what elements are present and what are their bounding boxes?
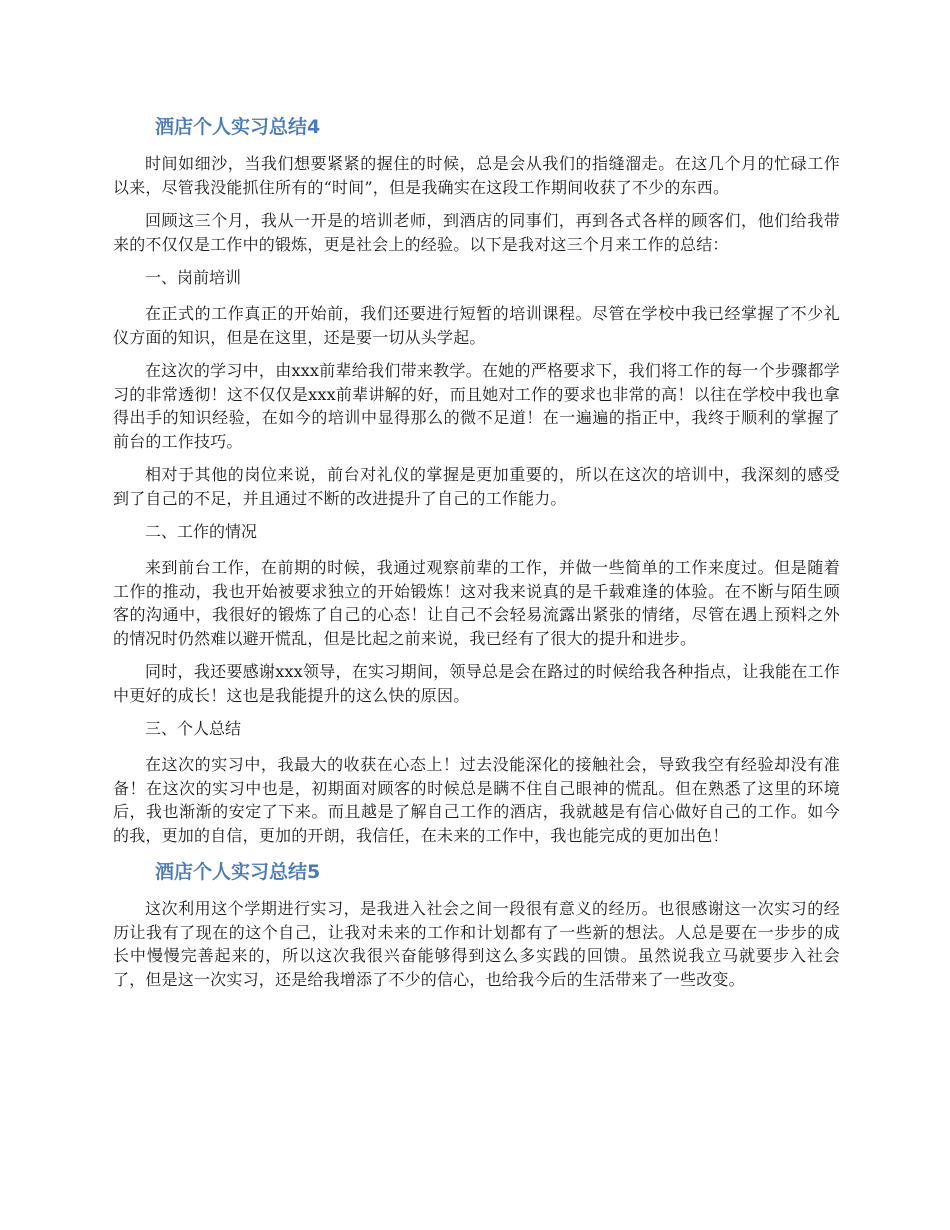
subsection-title: 二、工作的情况 [145, 522, 258, 541]
paragraph: 时间如细沙，当我们想要紧紧的握住的时候，总是会从我们的指缝溜走。在这几个月的忙碌工作以来，尽管我没能抓住所有的“时间”，但是我确实在这段工作期间收获了不少的东西。 [113, 154, 840, 197]
subsection-title: 三、个人总结 [145, 719, 242, 738]
paragraph: 在这次的学习中，由xxx前辈给我们带来教学。在她的严格要求下，我们将工作的每一个步骤都学习的非常透彻！这不仅仅是xxx前辈讲解的好，而且她对工作的要求也非常的高！以往在学校中我也拿得出手的知识经验，在如今的培训中显得那么的微不足道！在一遍遍的指正中，我终于顺利的掌握了前台的工作技巧。 [113, 361, 840, 451]
paragraph: 回顾这三个月，我从一开是的培训老师，到酒店的同事们，再到各式各样的顾客们，他们给我带来的不仅仅是工作中的锻炼，更是社会上的经验。以下是我对这三个月来工作的总结： [113, 211, 840, 254]
section-heading-summary-5: 酒店个人实习总结5 [155, 861, 321, 883]
subsection-title: 一、岗前培训 [145, 268, 242, 287]
paragraph: 来到前台工作，在前期的时候，我通过观察前辈的工作，并做一些简单的工作来度过。但是随着工作的推动，我也开始被要求独立的开始锻炼！这对我来说真的是千载难逢的体验。在不断与陌生顾客的沟通中，我很好的锻炼了自己的心态！让自己不会轻易流露出紧张的情绪，尽管在遇上预料之外的情况时仍然难以避开慌乱，但是比起之前来说，我已经有了很大的提升和进步。 [113, 558, 840, 648]
paragraph: 这次利用这个学期进行实习，是我进入社会之间一段很有意义的经历。也很感谢这一次实习的经历让我有了现在的这个自己，让我对未来的工作和计划都有了一些新的想法。人总是要在一步步的成长中慢慢完善起来的，所以这次我很兴奋能够得到这么多实践的回馈。虽然说我立马就要步入社会了，但是这一次实习，还是给我增添了不少的信心，也给我今后的生活带来了一些改变。 [113, 899, 840, 989]
paragraph: 同时，我还要感谢xxx领导，在实习期间，领导总是会在路过的时候给我各种指点，让我能在工作中更好的成长！这也是我能提升的这么快的原因。 [113, 662, 840, 705]
paragraph: 在正式的工作真正的开始前，我们还要进行短暂的培训课程。尽管在学校中我已经掌握了不少礼仪方面的知识，但是在这里，还是要一切从头学起。 [113, 304, 840, 347]
paragraph: 相对于其他的岗位来说，前台对礼仪的掌握是更加重要的，所以在这次的培训中，我深刻的感受到了自己的不足，并且通过不断的改进提升了自己的工作能力。 [113, 465, 840, 508]
section-heading-summary-4: 酒店个人实习总结4 [155, 116, 321, 138]
paragraph: 在这次的实习中，我最大的收获在心态上！过去没能深化的接触社会，导致我空有经验却没有准备！在这次的实习中也是，初期面对顾客的时候总是瞒不住自己眼神的慌乱。但在熟悉了这里的环境后，我也渐渐的安定了下来。而且越是了解自己工作的酒店，我就越是有信心做好自己的工作。如今的我，更加的自信，更加的开朗，我信任，在未来的工作中，我也能完成的更加出色！ [113, 755, 840, 845]
